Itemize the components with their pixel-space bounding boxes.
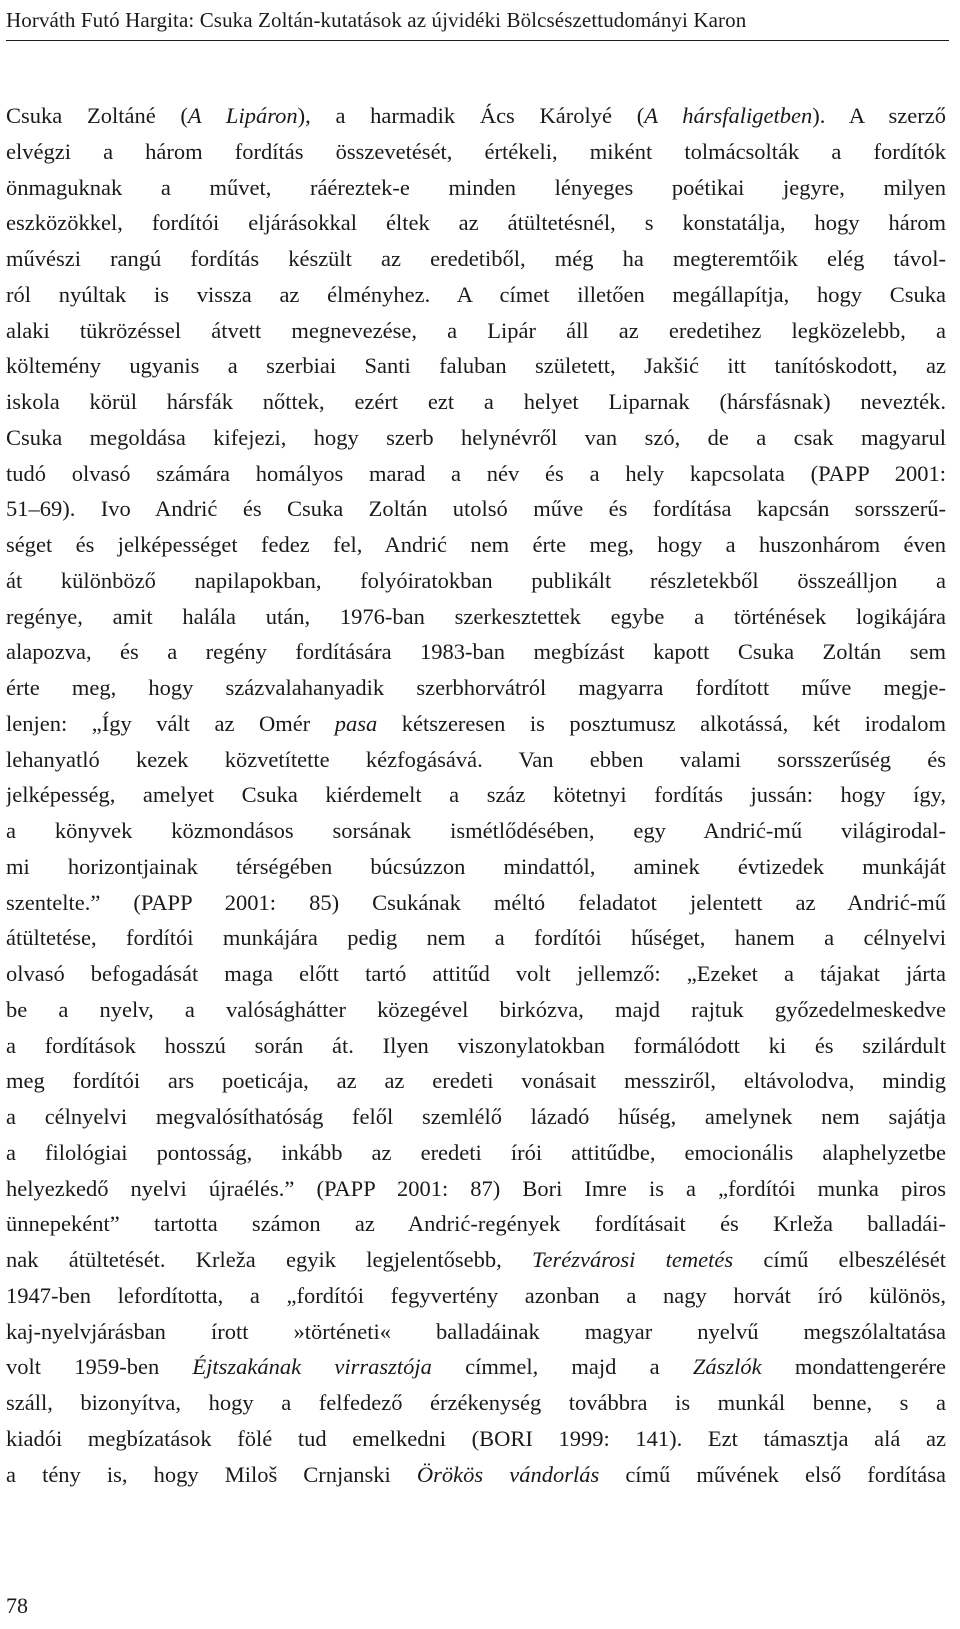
text-run: a tény is, hogy Miloš Crnjanski — [6, 1461, 417, 1487]
text-run: mondattengerére — [761, 1354, 946, 1380]
text-run: önmaguknak a művet, ráéreztek-e minden lényeges poétikai jegyre, milyen — [6, 174, 946, 200]
italic-title: Zászlók — [692, 1354, 762, 1380]
text-line — [6, 742, 946, 778]
text-line — [6, 956, 946, 992]
text-run: ), a harmadik Ács Károlyé ( — [297, 103, 645, 128]
text-line — [6, 348, 946, 384]
text-line — [6, 1457, 946, 1493]
text-run: be a nyelv, a valósághátter közegével birkózva, majd rajtuk győzedelmeskedve — [6, 996, 946, 1022]
text-run: érte meg, hogy százvalahanyadik szerbhorvátról magyarra fordított műve megje- — [6, 675, 946, 700]
text-run: elvégzi a három fordítás összevetését, értékeli, miként tolmácsolták a fordítók — [6, 138, 946, 164]
text-run: séget és jelképességet fedez fel, Andrić nem érte meg, hogy a huszonhárom éven — [6, 532, 946, 557]
text-run: című elbeszélését — [733, 1247, 946, 1272]
text-run: lenjen: „Így vált az Omér — [6, 710, 335, 736]
text-run: iskola körül hársfák nőttek, ezért ezt a helyet Liparnak (hársfásnak) nevezték. — [6, 389, 946, 414]
text-run: címmel, majd a — [431, 1354, 693, 1380]
text-run: mi horizontjainak térségében búcsúzzon mindattól, aminek évtizedek munkáját — [6, 853, 946, 879]
text-line — [6, 1349, 946, 1385]
text-line — [6, 634, 946, 670]
text-line — [6, 777, 946, 813]
text-line — [6, 205, 946, 241]
text-run: a könyvek közmondásos sorsának ismétlődésében, egy Andrić-mű világirodal- — [6, 818, 946, 843]
text-line — [6, 849, 946, 885]
text-run: ról nyúltak is vissza az élményhez. A címet illetően megállapítja, hogy Csuka — [6, 281, 946, 307]
text-line — [6, 170, 946, 206]
text-line — [6, 670, 946, 706]
text-line — [6, 1314, 946, 1350]
text-line — [6, 277, 946, 313]
text-run: 51–69). Ivo Andrić és Csuka Zoltán utolsó műve és fordítása kapcsán sorsszerű- — [6, 496, 946, 522]
text-run: helyezkedő nyelvi újraélés.” (PAPP 2001: 87) Bori Imre is a „fordítói munka piros — [6, 1175, 946, 1201]
text-line — [6, 813, 946, 849]
text-line — [6, 420, 946, 456]
text-run: kétszeresen is posztumusz alkotássá, két irodalom — [377, 710, 946, 736]
text-run: ünnepeként” tartotta számon az Andrić-regények fordításait és Krleža balladái- — [6, 1211, 946, 1237]
text-run: költemény ugyanis a szerbiai Santi faluban született, Jakšić itt tanítóskodott, az — [6, 353, 946, 379]
text-run: művészi rangú fordítás készült az eredetiből, még ha megteremtőik elég távol- — [6, 246, 946, 271]
text-run: tudó olvasó számára homályos marad a név és a hely kapcsolata (PAPP 2001: — [6, 460, 946, 486]
running-header: Horváth Futó Hargita: Csuka Zoltán-kutatások az újvidéki Bölcsészettudományi Karon — [6, 8, 747, 32]
text-line — [6, 456, 946, 492]
text-run: eszközökkel, fordítói eljárásokkal éltek az átültetésnél, s konstatálja, hogy három — [6, 210, 946, 236]
text-run: a fordítások hosszú során át. Ilyen viszonylatokban formálódott ki és szilárdult — [6, 1032, 946, 1058]
text-run: a célnyelvi megvalósíthatóság felől szemlélő lázadó hűség, amelynek nem sajátja — [6, 1104, 946, 1129]
text-run: átültetése, fordítói munkájára pedig nem a fordítói hűséget, hanem a célnyelvi — [6, 925, 946, 951]
text-run: a filológiai pontosság, inkább az eredeti írói attitűdbe, emocionális alaphelyzetbe — [6, 1139, 946, 1165]
text-line — [6, 1421, 946, 1457]
text-line — [6, 1135, 946, 1171]
text-run: Csuka megoldása kifejezi, hogy szerb helynévről van szó, de a csak magyarul — [6, 424, 946, 450]
text-run: át különböző napilapokban, folyóiratokban publikált részletekből összeálljon a — [6, 567, 946, 593]
page-number: 78 — [6, 1593, 28, 1618]
text-run: szentelte.” (PAPP 2001: 85) Csukának méltó feladatot jelentett az Andrić-mű — [6, 889, 946, 915]
text-run: című művének első fordítása — [599, 1461, 946, 1487]
text-line — [6, 563, 946, 599]
text-line — [6, 1063, 946, 1099]
header-rule — [6, 40, 949, 41]
italic-title: A hársfaligetben — [644, 103, 813, 128]
text-line — [6, 1385, 946, 1421]
text-line — [6, 1099, 946, 1135]
text-line — [6, 1242, 946, 1278]
text-line — [6, 98, 946, 134]
italic-title: pasa — [334, 710, 378, 736]
text-run: kiadói megbízatások fölé tud emelkedni (BORI 1999: 141). Ezt támasztja alá az — [6, 1425, 946, 1451]
text-run: kaj-nyelvjárásban írott »történeti« balladáinak magyar nyelvű megszólaltatása — [6, 1318, 946, 1344]
text-line — [6, 313, 946, 349]
italic-title: Éjtszakának virrasztója — [192, 1354, 432, 1380]
italic-title: Terézvárosi temetés — [532, 1247, 734, 1272]
italic-title: A Lipáron — [187, 103, 298, 128]
text-line — [6, 491, 946, 527]
text-line — [6, 241, 946, 277]
text-run: volt 1959-ben — [6, 1354, 193, 1380]
text-run: alaki tükrözéssel átvett megnevezése, a Lipár áll az eredetihez legközelebb, a — [6, 317, 946, 343]
text-run: nak átültetését. Krleža egyik legjelentősebb, — [6, 1247, 533, 1272]
text-line — [6, 992, 946, 1028]
text-line — [6, 885, 946, 921]
text-line — [6, 384, 946, 420]
text-run: olvasó befogadását maga előtt tartó attitűd volt jellemző: „Ezeket a tájakat járta — [6, 961, 946, 986]
text-line — [6, 134, 946, 170]
text-run: száll, bizonyítva, hogy a felfedező érzékenység továbbra is munkál benne, s a — [6, 1390, 946, 1415]
text-run: lehanyatló kezek közvetítette kézfogásává. Van ebben valami sorsszerűség és — [6, 746, 946, 772]
body-text — [6, 98, 946, 1492]
text-line — [6, 1171, 946, 1207]
text-run: regénye, amit halála után, 1976-ban szerkesztettek egybe a történések logikájára — [6, 603, 946, 629]
text-line — [6, 920, 946, 956]
text-run: alapozva, és a regény fordítására 1983-ban megbízást kapott Csuka Zoltán sem — [6, 639, 946, 665]
italic-title: Örökös vándorlás — [416, 1461, 600, 1487]
text-line — [6, 1028, 946, 1064]
text-run: meg fordítói ars poeticája, az az eredeti vonásait messziről, eltávolodva, mindig — [6, 1068, 946, 1094]
text-line — [6, 527, 946, 563]
text-run: jelképesség, amelyet Csuka kiérdemelt a száz kötetnyi fordítás jussán: hogy így, — [6, 782, 946, 808]
text-run: 1947-ben lefordította, a „fordítói fegyvertény azonban a nagy horvát író különös, — [6, 1282, 946, 1308]
text-line — [6, 1278, 946, 1314]
text-run: ). A szerző — [812, 103, 946, 128]
text-line — [6, 1206, 946, 1242]
text-line — [6, 599, 946, 635]
text-run: Csuka Zoltáné ( — [6, 103, 188, 128]
text-line — [6, 706, 946, 742]
